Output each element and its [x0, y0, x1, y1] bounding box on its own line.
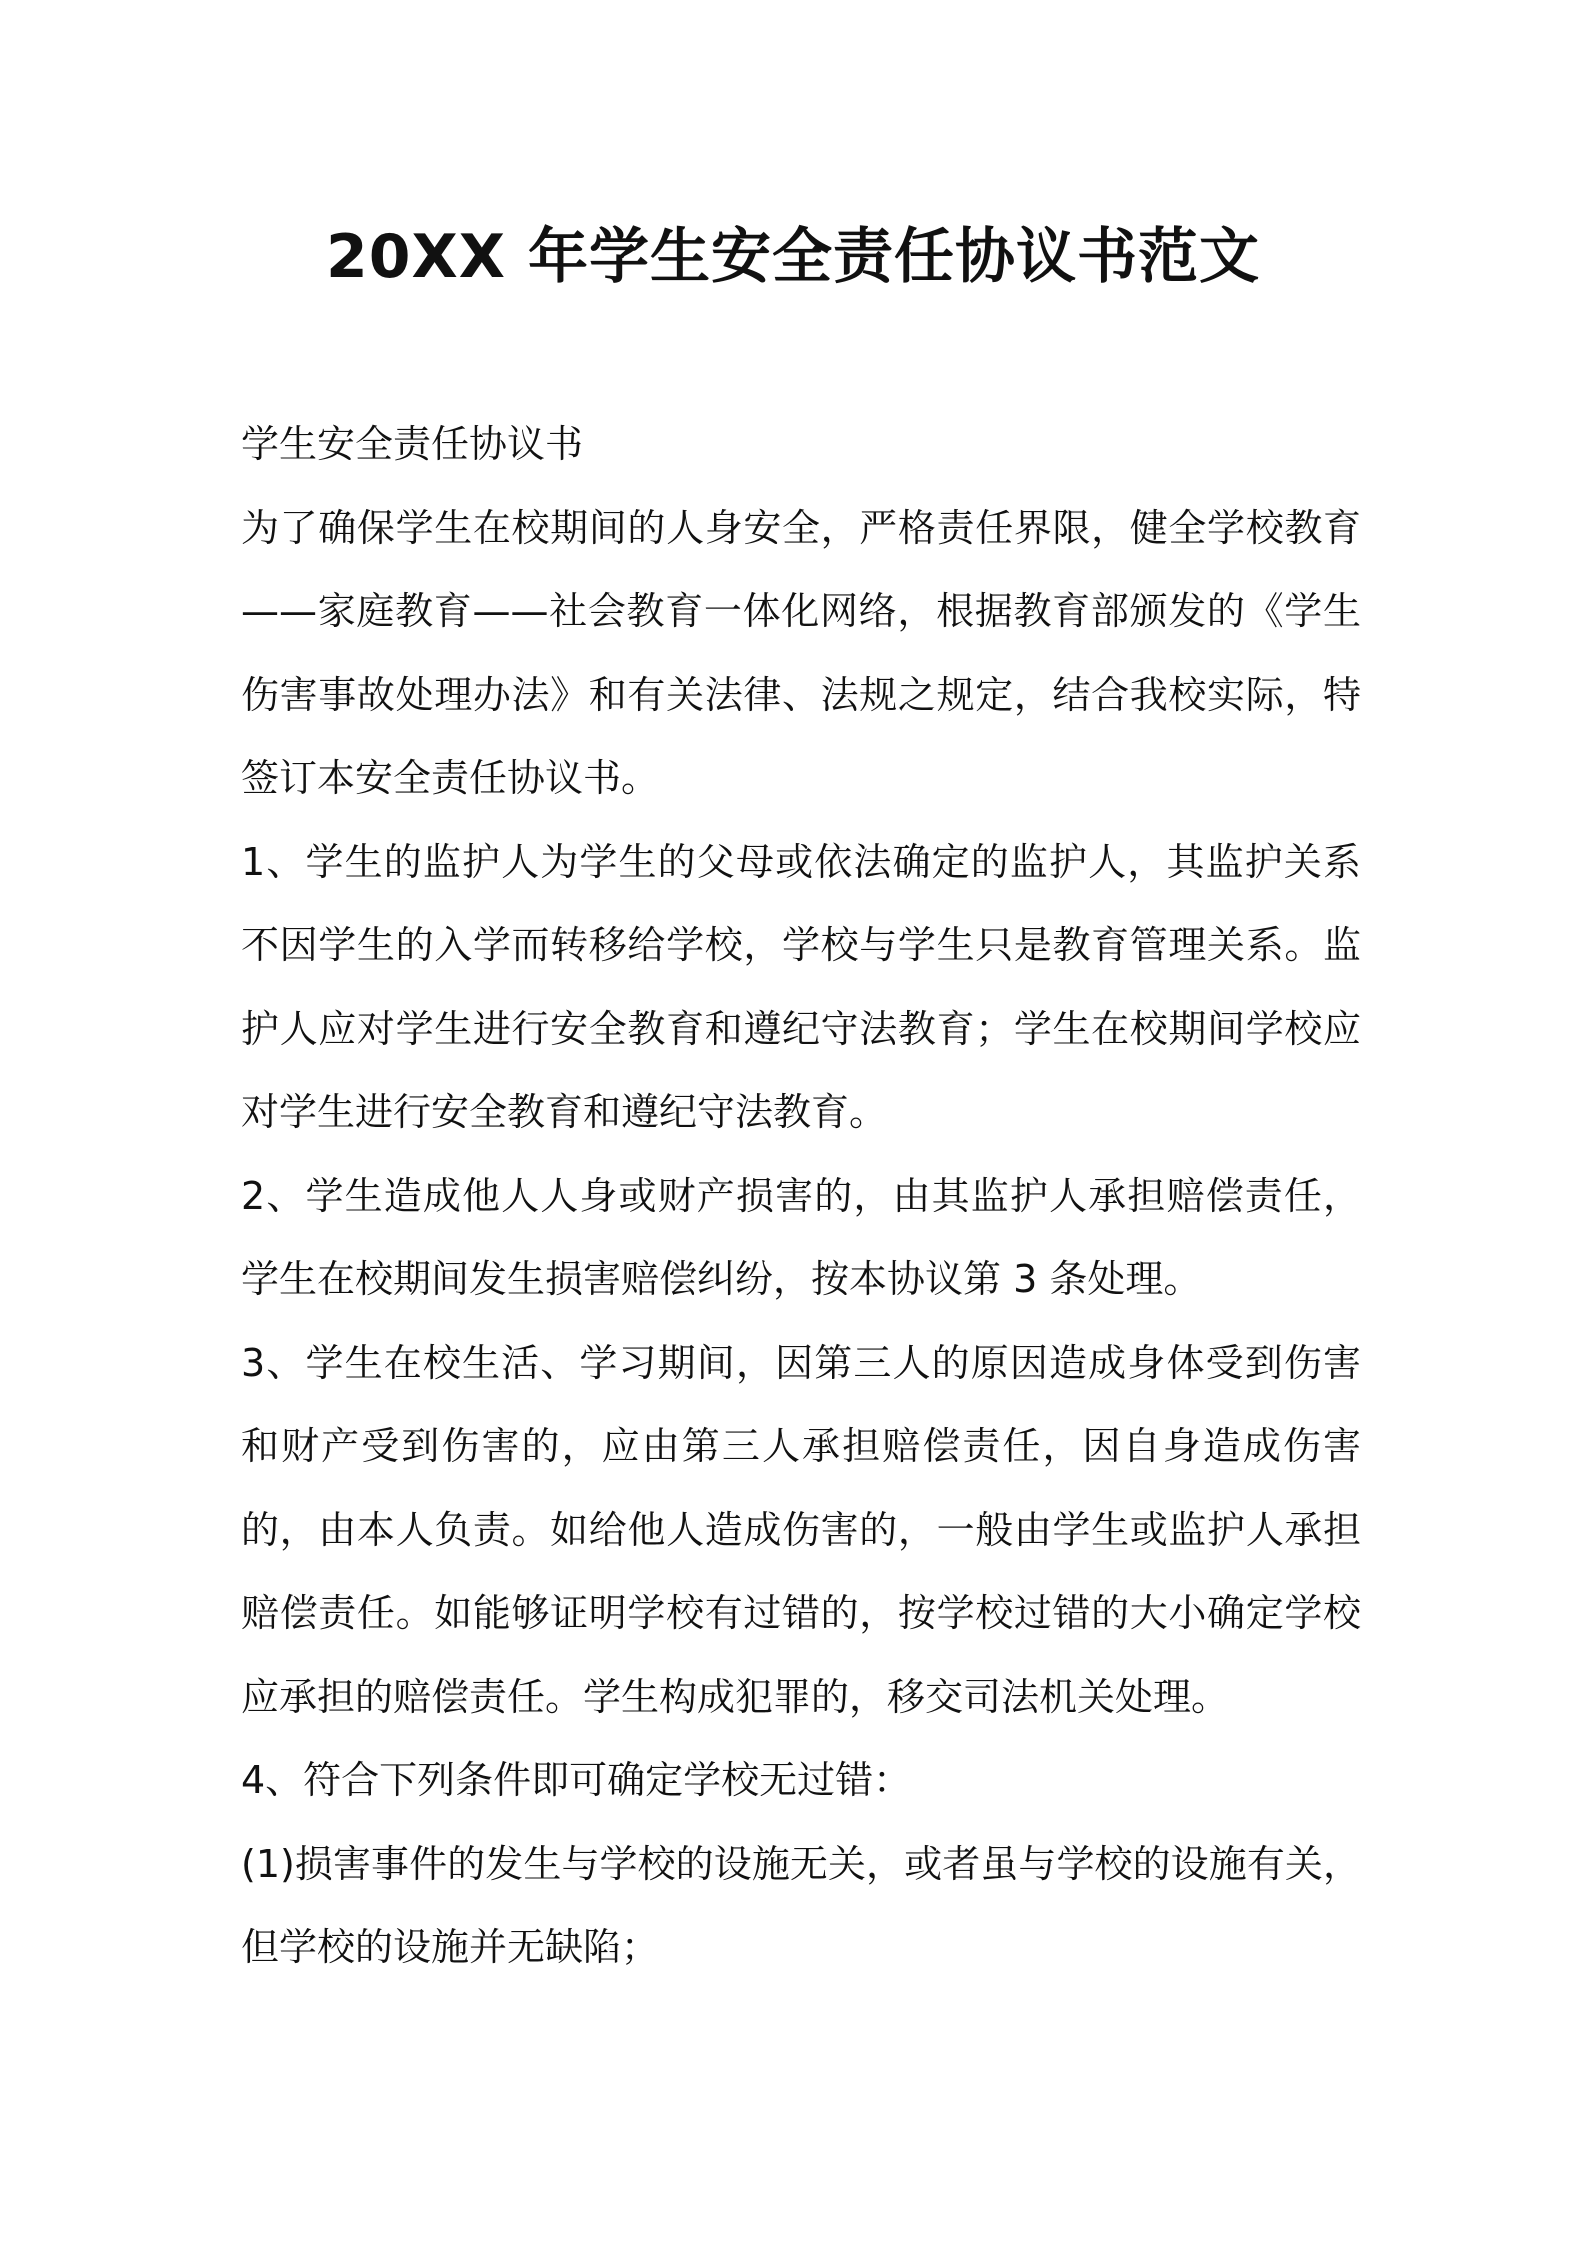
- paragraph-intro: 为了确保学生在校期间的人身安全，严格责任界限，健全学校教育——家庭教育——社会教育一体化网络，根据教育部颁发的《学生伤害事故处理办法》和有关法律、法规之规定，结合我校实际，特签订本安全责任协议书。: [241, 505, 1361, 800]
- paragraph-clause-4: 4、符合下列条件即可确定学校无过错：: [241, 1758, 912, 1802]
- document-title: 20XX 年学生安全责任协议书范文: [326, 222, 1260, 292]
- paragraph-clause-4-item-1: (1)损害事件的发生与学校的设施无关，或者虽与学校的设施有关，但学校的设施并无缺陷；: [241, 1841, 1361, 1969]
- paragraph-clause-3: 3、学生在校生活、学习期间，因第三人的原因造成身体受到伤害和财产受到伤害的，应由第三人承担赔偿责任，因自身造成伤害的，由本人负责。如给他人造成伤害的，一般由学生或监护人承担赔偿责任。如能够证明学校有过错的，按学校过错的大小确定学校应承担的赔偿责任。学生构成犯罪的，移交司法机关处理。: [241, 1340, 1361, 1719]
- document-body: [241, 403, 1361, 1990]
- document-subtitle: 学生安全责任协议书: [241, 422, 584, 466]
- paragraph-clause-2: 2、学生造成他人人身或财产损害的，由其监护人承担赔偿责任，学生在校期间发生损害赔偿纠纷，按本协议第 3 条处理。: [241, 1173, 1361, 1301]
- paragraph-clause-1: 1、学生的监护人为学生的父母或依法确定的监护人，其监护关系不因学生的入学而转移给学校，学校与学生只是教育管理关系。监护人应对学生进行安全教育和遵纪守法教育；学生在校期间学校应对学生进行安全教育和遵纪守法教育。: [241, 839, 1361, 1134]
